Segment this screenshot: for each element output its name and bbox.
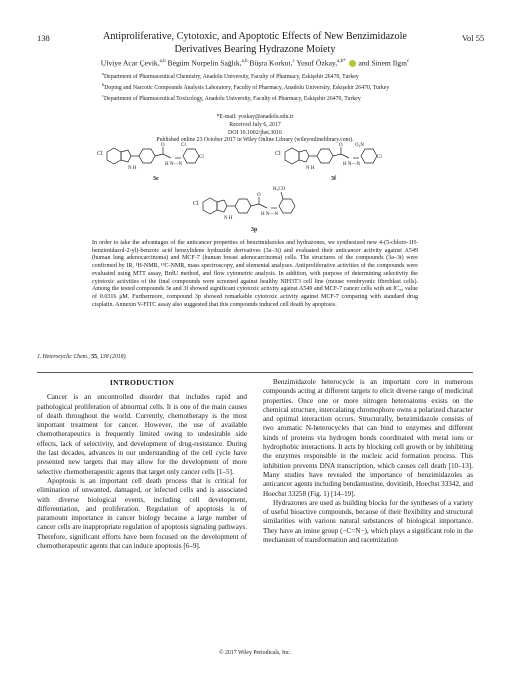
paragraph: Hydrazones are used as building blocks for the syntheses of a variety of useful bioactive compounds, because of their flexibility and structural similarities with various natural substances of biological importance. They have an imine group (−C=N−), which plays a significant role in the mechanism of transformation and racemization <box>263 498 473 545</box>
o-label: O <box>161 143 165 148</box>
email[interactable]: *E-mail: yozkay@anadolu.edu.tr <box>216 114 294 120</box>
nitro-label: O₂N <box>355 143 364 148</box>
affiliation-c: $^c$Department of Pharmaceutical Toxicology, Anadolu University, Faculty of Pharmacy, Eskişehir 26470, Turkey <box>102 92 361 102</box>
author-5-affil: c <box>406 59 410 64</box>
cl-label: Cl <box>181 143 186 148</box>
author-2-affil: a,b <box>241 59 248 64</box>
citation-rest: , 138 (2018). <box>97 354 127 360</box>
citation-journal: J. Heterocyclic Chem., <box>37 354 90 360</box>
paragraph: Benzimidazole heterocycle is an important core in numerous compounds acting at different targets to elicit diverse range of medicinal properties. Once one or more nitrogen heteroatoms exists on the chemical structure, intercalating chromophore owns a polarized character and optimal interaction occurs. Structurally, benzimidazole consists of two aromatic N-heterocycles that can bind to enzymes and different kinds of proteins via hydrogen bonds coordinated with metal ions or hydrophobic interactions. It acts by blocking cell growth or by inhibiting the enzymes responsible in the nucleic acid formation process. This inhibition prevents DNA transcription, which causes cell death [10–13]. Many studies have revealed the importance of benzimidazoles as anticancer agents including bendamustine, dovitinib, Hoechst 33342, and Hoechst 33258 (Fig. 1) [14–19]. <box>263 378 473 498</box>
doi[interactable]: DOI 10.1002/jhet.3016 <box>228 129 282 136</box>
chemical-structures <box>95 138 415 236</box>
title-line-2: Derivatives Bearing Hydrazone Moiety <box>174 43 336 55</box>
cl-label: Cl <box>199 155 204 160</box>
author-list <box>60 57 450 69</box>
nh-label: N H <box>224 216 233 221</box>
author-2[interactable]: Begüm Nurpelin Sağlık, <box>165 58 242 68</box>
body-column-left <box>37 378 247 551</box>
affiliation-b: $^b$Doping and Narcotic Compounds Analysis Laboratory, Faculty of Pharmacy, Anadolu University, Eskişehir 26470, Turkey <box>102 81 390 91</box>
paragraph: Apoptosis is an important cell death process that is critical for elimination of unwanted, damaged, or infected cells and is associated with diverse biological events, including cell development, differentiation, and proliferation. Regulation of apoptosis is of paramount importance in cancer biology because a large number of cancer cells are inappropriate regulation of apoptosis signaling pathways. Therefore, significant efforts have been focused on the development of chemotherapeutic agents that can induce apoptosis [6–9]. <box>37 476 247 551</box>
affiliation-a: $^a$Department of Pharmaceutical Chemistry, Anadolu University, Faculty of Pharmacy, Eskişehir 26470, Turkey <box>102 71 359 80</box>
volume-label: Vol 55 <box>462 33 485 43</box>
affiliation-a-text: Department of Pharmaceutical Chemistry, Anadolu University, Faculty of Pharmacy, Eskişehir 26470, Turkey <box>104 73 359 80</box>
received-date: Received July 6, 2017 <box>229 121 281 128</box>
affiliations <box>102 70 412 103</box>
citation-volume: 55 <box>91 354 97 360</box>
paragraph: Cancer is an uncontrolled disorder that includes rapid and pathological proliferation of abnormal cells. It is one of the main causes of death throughout the world. Currently, chemotherapy is the most important treatment for cancer. However, the use of available chemotherapeutics is frequently limited owing to undesirable side effects, lack of selectivity, and development of drug-resistance. During the last decades, advances in our understanding of the cell cycle have presented new targets that may allow for the development of more selective chemotherapeutic agents that target only cancer cells [1–5]. <box>37 393 247 476</box>
o-label: O <box>339 143 343 148</box>
structure-3f <box>275 143 382 182</box>
section-divider <box>37 372 473 373</box>
structure-3e <box>97 143 204 182</box>
methoxy-label: H₃CO <box>273 187 286 192</box>
cl-label: Cl <box>377 155 382 160</box>
cl-label: Cl <box>275 151 281 157</box>
structure-3p <box>193 187 295 233</box>
author-1[interactable]: Ulviye Acar Çevik, <box>100 58 160 68</box>
compound-label-3p: 3p <box>251 227 258 233</box>
page-number: 138 <box>37 33 50 43</box>
graphical-abstract <box>95 138 415 236</box>
affiliation-b-text: Doping and Narcotic Compounds Analysis Laboratory, Faculty of Pharmacy, Anadolu University, Eskişehir 26470, Turkey <box>104 84 390 91</box>
article-title <box>95 31 415 56</box>
published-line: Published online 23 October 2017 in Wiley Online Library (wileyonlinelibrary.com). <box>156 137 354 144</box>
citation <box>37 354 127 360</box>
cl-label: Cl <box>97 151 103 157</box>
nh-label: N H <box>128 166 137 171</box>
author-3-affil: c <box>292 59 295 64</box>
introduction-heading: INTRODUCTION <box>109 378 175 387</box>
hydrazone-label: H N—N <box>343 162 361 167</box>
o-label: O <box>257 193 261 198</box>
author-4[interactable]: Yusuf Özkay, <box>294 58 338 68</box>
nh-label: N H <box>306 166 315 171</box>
title-line-1: Antiproliferative, Cytotoxic, and Apoptotic Effects of New Benzimidazole <box>103 31 407 42</box>
orcid-icon[interactable] <box>349 60 356 67</box>
affiliation-c-text: Department of Pharmaceutical Toxicology, Anadolu University, Faculty of Pharmacy, Eskişehir 26470, Turkey <box>104 95 361 102</box>
compound-label-3f: 3f <box>331 176 336 182</box>
author-3[interactable]: Büşra Korkut, <box>247 58 293 68</box>
hydrazone-label: H N—N <box>261 212 279 217</box>
compound-label-3e: 3e <box>153 176 159 182</box>
author-4-affil: a,b* <box>337 59 346 64</box>
body-column-right <box>263 378 473 545</box>
author-1-affil: a,b <box>159 59 166 64</box>
abstract: In order to take the advantages of the anticancer properties of benzimidazoles and hydrazones, we synthesized new 4-(5-chloro-1H-benzimidazol-2-yl)-benzoic acid benzylidene hydrazide derivatives (3a–3t) and evaluated their anticancer activity against A549 (human lung adenocarcinoma) and MCF-7 (human breast adenocarcinoma) cells. The structures of the compounds (3a–3t) were confirmed by IR, ¹H-NMR, ¹³C-NMR, mass spectroscopy, and elemental analyses. Antiproliferative activities of the compounds were evaluated using MTT assay, BrdU method, and flow cytometric analysis. In addition, with purpose of determining selectivity the cytotoxic activities of the final compounds were screened against healthy NIH3T3 cell line (mouse vembryonic fibroblast cells). Among the tested compounds 3e and 3f showed significant cytotoxic activity against A549 and MCF-7 cancer cells with an IC₅₀ value of 0.0316 μM. Furthermore, compound 3p showed remarkable cytotoxic activity against MCF-7 comparing with standard drug cisplatin. Annexin V-FITC assay also suggested that this compounds induced cell death by apoptosis. <box>92 240 418 308</box>
author-5[interactable]: and Sinem Ilgın <box>356 58 407 68</box>
hydrazone-label: H N—N <box>165 162 183 167</box>
copyright-footer: © 2017 Wiley Periodicals, Inc. <box>219 650 291 656</box>
cl-label: Cl <box>193 201 199 207</box>
